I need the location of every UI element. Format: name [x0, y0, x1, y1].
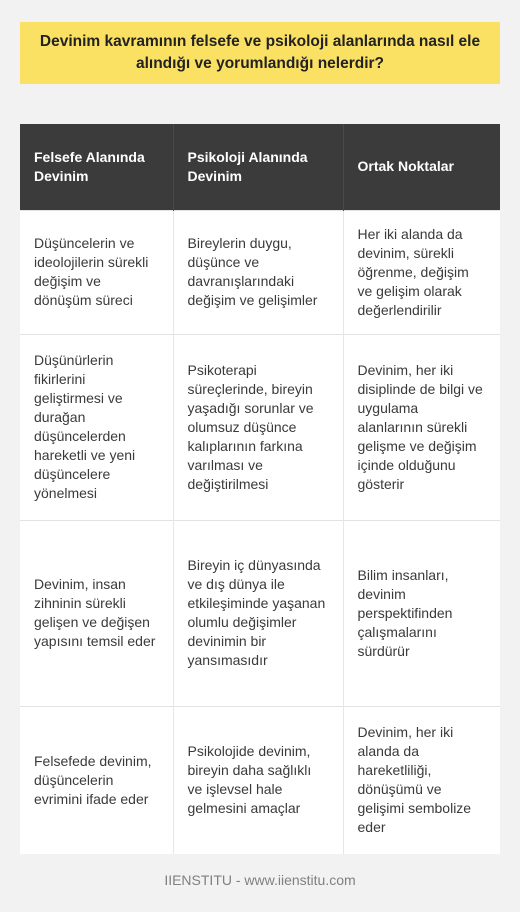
table-cell: Devinim, her iki alanda da hareketliliği, dönüşümü ve gelişimi sembolize eder — [343, 706, 500, 854]
page-title: Devinim kavramının felsefe ve psikoloji alanlarında nasıl ele alındığı ve yorumlandığı nelerdir? — [39, 33, 481, 72]
table-cell: Her iki alanda da devinim, sürekli öğrenme, değişim ve gelişim olarak değerlendirilir — [343, 210, 500, 334]
table-row — [20, 520, 500, 706]
table-row — [20, 706, 500, 854]
table-cell: Düşüncelerin ve ideolojilerin sürekli değişim ve dönüşüm süreci — [20, 210, 173, 334]
question-title-banner — [20, 22, 500, 84]
column-header-philosophy: Felsefe Alanında Devinim — [20, 124, 173, 210]
table-cell: Devinim, her iki disiplinde de bilgi ve uygulama alanlarının sürekli gelişme ve değişim içinde olduğunu gösterir — [343, 334, 500, 520]
footer-credit: IIENSTITU - www.iienstitu.com — [164, 872, 356, 888]
table-cell: Bilim insanları, devinim perspektifinden çalışmalarını sürdürür — [343, 520, 500, 706]
table-cell: Düşünürlerin fikirlerini geliştirmesi ve durağan düşüncelerden hareketli ve yeni düşüncelere yönelmesi — [20, 334, 173, 520]
column-header-common-points: Ortak Noktalar — [343, 124, 500, 210]
table-cell: Bireylerin duygu, düşünce ve davranışlarındaki değişim ve gelişimler — [173, 210, 343, 334]
comparison-table — [20, 124, 500, 854]
table-row — [20, 334, 500, 520]
comparison-table-container — [20, 124, 500, 854]
table-cell: Felsefede devinim, düşüncelerin evrimini ifade eder — [20, 706, 173, 854]
table-cell: Bireyin iç dünyasında ve dış dünya ile etkileşiminde yaşanan olumlu değişimler devinimin bir yansımasıdır — [173, 520, 343, 706]
column-header-psychology: Psikoloji Alanında Devinim — [173, 124, 343, 210]
table-cell: Psikolojide devinim, bireyin daha sağlıklı ve işlevsel hale gelmesini amaçlar — [173, 706, 343, 854]
table-row — [20, 210, 500, 334]
table-cell: Psikoterapi süreçlerinde, bireyin yaşadığı sorunlar ve olumsuz düşünce kalıplarının farkına varılması ve değiştirilmesi — [173, 334, 343, 520]
table-header-row — [20, 124, 500, 210]
table-cell: Devinim, insan zihninin sürekli gelişen ve değişen yapısını temsil eder — [20, 520, 173, 706]
